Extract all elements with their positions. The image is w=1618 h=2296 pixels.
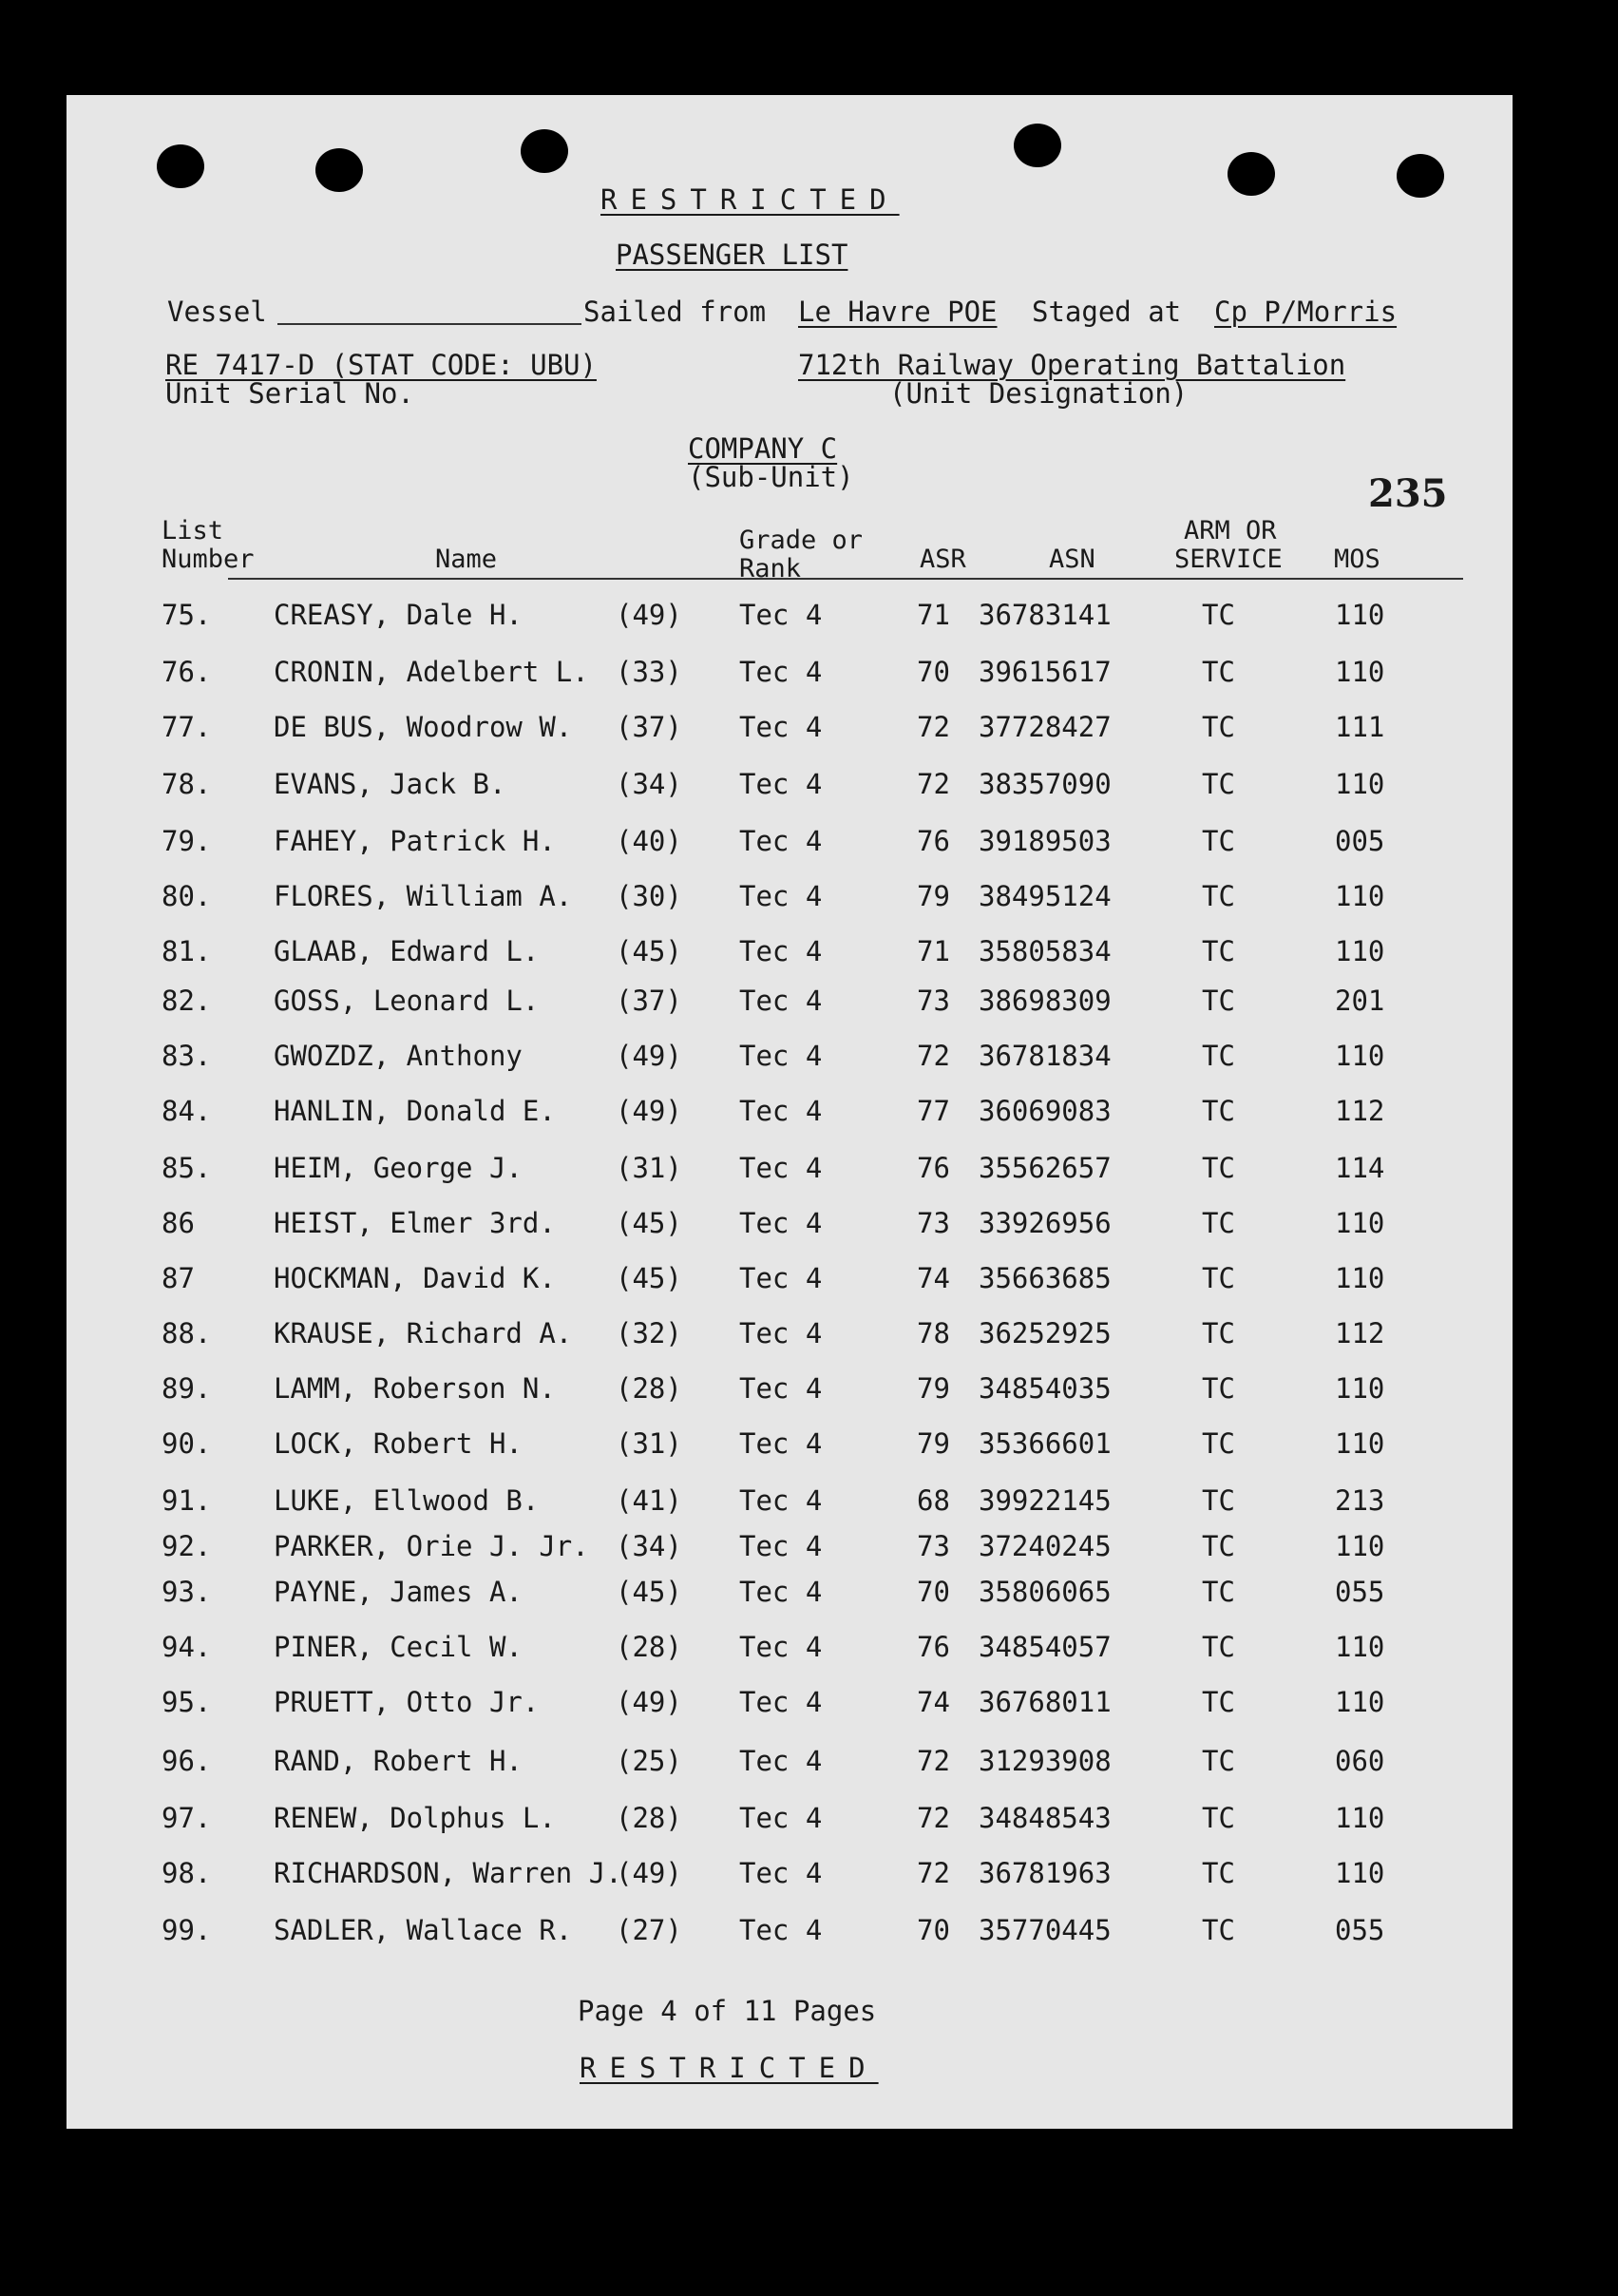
cell-passenger-name: PINER, Cecil W. xyxy=(274,1631,523,1663)
document-title: PASSENGER LIST xyxy=(616,239,848,271)
cell-age: (37) xyxy=(616,711,682,743)
cell-arm-or-service: TC xyxy=(1202,1576,1235,1608)
col-grade: Grade or Rank xyxy=(739,526,864,584)
cell-grade: Tec 4 xyxy=(739,1095,823,1127)
cell-age: (33) xyxy=(616,656,682,688)
cell-passenger-name: RICHARDSON, Warren J. xyxy=(274,1857,622,1889)
cell-grade: Tec 4 xyxy=(739,935,823,967)
cell-grade: Tec 4 xyxy=(739,1207,823,1239)
punch-hole xyxy=(315,148,363,192)
cell-arm-or-service: TC xyxy=(1202,1530,1235,1562)
cell-grade: Tec 4 xyxy=(739,1576,823,1608)
cell-mos: 110 xyxy=(1335,1207,1385,1239)
cell-age: (34) xyxy=(616,1530,682,1562)
cell-asn: 34848543 xyxy=(979,1802,1112,1834)
cell-age: (31) xyxy=(616,1427,682,1460)
cell-asn: 35806065 xyxy=(979,1576,1112,1608)
table-row xyxy=(67,1914,1513,1952)
cell-asn: 34854035 xyxy=(979,1372,1112,1405)
cell-passenger-name: SADLER, Wallace R. xyxy=(274,1914,573,1946)
col-list-number: List Number xyxy=(162,516,255,574)
cell-list-number: 82. xyxy=(162,985,212,1017)
cell-passenger-name: PAYNE, James A. xyxy=(274,1576,523,1608)
page-info: Page 4 of 11 Pages xyxy=(578,1995,877,2027)
cell-passenger-name: LAMM, Roberson N. xyxy=(274,1372,556,1405)
cell-asn: 35562657 xyxy=(979,1152,1112,1184)
cell-list-number: 79. xyxy=(162,825,212,857)
cell-list-number: 87 xyxy=(162,1262,195,1294)
table-row xyxy=(67,1262,1513,1300)
sailed-from-label: Sailed from xyxy=(583,296,767,328)
cell-mos: 005 xyxy=(1335,825,1385,857)
cell-asr: 72 xyxy=(917,1857,950,1889)
cell-arm-or-service: TC xyxy=(1202,825,1235,857)
table-row xyxy=(67,825,1513,863)
cell-asn: 35663685 xyxy=(979,1262,1112,1294)
cell-passenger-name: FAHEY, Patrick H. xyxy=(274,825,556,857)
cell-asr: 74 xyxy=(917,1686,950,1718)
col-asr: ASR xyxy=(920,545,966,574)
classification-footer: RESTRICTED xyxy=(580,2052,879,2084)
cell-list-number: 89. xyxy=(162,1372,212,1405)
cell-asn: 38698309 xyxy=(979,985,1112,1017)
cell-asr: 72 xyxy=(917,1040,950,1072)
cell-list-number: 81. xyxy=(162,935,212,967)
table-row xyxy=(67,1152,1513,1190)
cell-grade: Tec 4 xyxy=(739,1317,823,1349)
table-row xyxy=(67,1802,1513,1840)
table-row xyxy=(67,1631,1513,1669)
cell-asn: 39615617 xyxy=(979,656,1112,688)
cell-asr: 79 xyxy=(917,1372,950,1405)
cell-passenger-name: PRUETT, Otto Jr. xyxy=(274,1686,540,1718)
cell-age: (31) xyxy=(616,1152,682,1184)
cell-asr: 70 xyxy=(917,1576,950,1608)
cell-mos: 110 xyxy=(1335,599,1385,631)
cell-asn: 31293908 xyxy=(979,1745,1112,1777)
cell-mos: 114 xyxy=(1335,1152,1385,1184)
cell-age: (28) xyxy=(616,1631,682,1663)
classification-header: RESTRICTED xyxy=(600,183,900,216)
cell-asn: 36768011 xyxy=(979,1686,1112,1718)
table-row xyxy=(67,1530,1513,1568)
cell-list-number: 90. xyxy=(162,1427,212,1460)
table-row xyxy=(67,1317,1513,1355)
cell-arm-or-service: TC xyxy=(1202,1317,1235,1349)
cell-mos: 110 xyxy=(1335,1631,1385,1663)
cell-arm-or-service: TC xyxy=(1202,1484,1235,1517)
cell-passenger-name: CRONIN, Adelbert L. xyxy=(274,656,589,688)
cell-arm-or-service: TC xyxy=(1202,599,1235,631)
cell-list-number: 97. xyxy=(162,1802,212,1834)
cell-list-number: 99. xyxy=(162,1914,212,1946)
cell-asr: 72 xyxy=(917,1745,950,1777)
cell-grade: Tec 4 xyxy=(739,1040,823,1072)
cell-mos: 110 xyxy=(1335,656,1385,688)
cell-passenger-name: EVANS, Jack B. xyxy=(274,768,506,800)
cell-grade: Tec 4 xyxy=(739,1857,823,1889)
cell-grade: Tec 4 xyxy=(739,1262,823,1294)
cell-mos: 112 xyxy=(1335,1317,1385,1349)
cell-age: (28) xyxy=(616,1372,682,1405)
cell-passenger-name: GLAAB, Edward L. xyxy=(274,935,540,967)
cell-grade: Tec 4 xyxy=(739,768,823,800)
table-row xyxy=(67,711,1513,749)
cell-asr: 73 xyxy=(917,1530,950,1562)
cell-grade: Tec 4 xyxy=(739,1530,823,1562)
table-row xyxy=(67,1484,1513,1522)
cell-list-number: 75. xyxy=(162,599,212,631)
cell-arm-or-service: TC xyxy=(1202,1372,1235,1405)
cell-passenger-name: GWOZDZ, Anthony xyxy=(274,1040,523,1072)
staged-at-value: Cp P/Morris xyxy=(1214,296,1398,328)
cell-asn: 39189503 xyxy=(979,825,1112,857)
cell-arm-or-service: TC xyxy=(1202,1207,1235,1239)
cell-age: (25) xyxy=(616,1745,682,1777)
cell-mos: 110 xyxy=(1335,1372,1385,1405)
cell-list-number: 96. xyxy=(162,1745,212,1777)
cell-mos: 111 xyxy=(1335,711,1385,743)
cell-arm-or-service: TC xyxy=(1202,880,1235,912)
cell-asr: 79 xyxy=(917,880,950,912)
vessel-label: Vessel xyxy=(167,296,267,328)
cell-arm-or-service: TC xyxy=(1202,1914,1235,1946)
cell-mos: 110 xyxy=(1335,1530,1385,1562)
cell-passenger-name: RENEW, Dolphus L. xyxy=(274,1802,556,1834)
cell-arm-or-service: TC xyxy=(1202,768,1235,800)
cell-passenger-name: HANLIN, Donald E. xyxy=(274,1095,556,1127)
cell-passenger-name: LOCK, Robert H. xyxy=(274,1427,523,1460)
table-row xyxy=(67,599,1513,637)
cell-grade: Tec 4 xyxy=(739,1686,823,1718)
cell-list-number: 86 xyxy=(162,1207,195,1239)
cell-mos: 055 xyxy=(1335,1576,1385,1608)
cell-arm-or-service: TC xyxy=(1202,1152,1235,1184)
cell-arm-or-service: TC xyxy=(1202,1427,1235,1460)
cell-mos: 112 xyxy=(1335,1095,1385,1127)
cell-asr: 71 xyxy=(917,599,950,631)
cell-asr: 77 xyxy=(917,1095,950,1127)
cell-list-number: 85. xyxy=(162,1152,212,1184)
cell-asr: 72 xyxy=(917,711,950,743)
cell-mos: 110 xyxy=(1335,880,1385,912)
cell-arm-or-service: TC xyxy=(1202,1262,1235,1294)
cell-arm-or-service: TC xyxy=(1202,1040,1235,1072)
cell-arm-or-service: TC xyxy=(1202,1686,1235,1718)
sailed-from-value: Le Havre POE xyxy=(798,296,998,328)
cell-asn: 33926956 xyxy=(979,1207,1112,1239)
table-row xyxy=(67,1427,1513,1465)
cell-asr: 68 xyxy=(917,1484,950,1517)
unit-designation-label: (Unit Designation) xyxy=(889,377,1189,410)
cell-list-number: 98. xyxy=(162,1857,212,1889)
cell-grade: Tec 4 xyxy=(739,1152,823,1184)
cell-list-number: 94. xyxy=(162,1631,212,1663)
cell-age: (30) xyxy=(616,880,682,912)
cell-grade: Tec 4 xyxy=(739,1745,823,1777)
cell-arm-or-service: TC xyxy=(1202,1095,1235,1127)
vessel-blank xyxy=(277,323,581,325)
cell-arm-or-service: TC xyxy=(1202,711,1235,743)
cell-mos: 110 xyxy=(1335,1857,1385,1889)
cell-mos: 055 xyxy=(1335,1914,1385,1946)
cell-list-number: 92. xyxy=(162,1530,212,1562)
table-row xyxy=(67,1207,1513,1245)
cell-age: (45) xyxy=(616,935,682,967)
cell-grade: Tec 4 xyxy=(739,711,823,743)
cell-mos: 110 xyxy=(1335,1802,1385,1834)
cell-asn: 36252925 xyxy=(979,1317,1112,1349)
unit-designation-value: 712th Railway Operating Battalion xyxy=(798,349,1346,381)
cell-asn: 36781834 xyxy=(979,1040,1112,1072)
cell-asr: 76 xyxy=(917,825,950,857)
cell-mos: 110 xyxy=(1335,1427,1385,1460)
table-row xyxy=(67,1576,1513,1614)
cell-asn: 35770445 xyxy=(979,1914,1112,1946)
cell-list-number: 78. xyxy=(162,768,212,800)
table-row xyxy=(67,880,1513,918)
cell-mos: 110 xyxy=(1335,768,1385,800)
sub-unit-value: COMPANY C xyxy=(688,432,838,465)
table-row xyxy=(67,656,1513,694)
col-mos: MOS xyxy=(1334,545,1380,574)
cell-grade: Tec 4 xyxy=(739,1484,823,1517)
document-page xyxy=(67,95,1513,2129)
cell-grade: Tec 4 xyxy=(739,1631,823,1663)
cell-asr: 78 xyxy=(917,1317,950,1349)
cell-arm-or-service: TC xyxy=(1202,985,1235,1017)
cell-list-number: 88. xyxy=(162,1317,212,1349)
cell-passenger-name: RAND, Robert H. xyxy=(274,1745,523,1777)
cell-grade: Tec 4 xyxy=(739,1427,823,1460)
cell-age: (49) xyxy=(616,1095,682,1127)
cell-list-number: 77. xyxy=(162,711,212,743)
cell-age: (40) xyxy=(616,825,682,857)
cell-asn: 38357090 xyxy=(979,768,1112,800)
cell-asr: 79 xyxy=(917,1427,950,1460)
cell-mos: 110 xyxy=(1335,935,1385,967)
cell-age: (45) xyxy=(616,1207,682,1239)
cell-passenger-name: GOSS, Leonard L. xyxy=(274,985,540,1017)
table-row xyxy=(67,1745,1513,1783)
cell-mos: 110 xyxy=(1335,1262,1385,1294)
cell-asr: 71 xyxy=(917,935,950,967)
cell-age: (49) xyxy=(616,1686,682,1718)
cell-passenger-name: FLORES, William A. xyxy=(274,880,573,912)
cell-asn: 39922145 xyxy=(979,1484,1112,1517)
cell-list-number: 83. xyxy=(162,1040,212,1072)
table-row xyxy=(67,1686,1513,1724)
cell-age: (49) xyxy=(616,1040,682,1072)
cell-asr: 72 xyxy=(917,768,950,800)
cell-arm-or-service: TC xyxy=(1202,1745,1235,1777)
cell-mos: 201 xyxy=(1335,985,1385,1017)
cell-passenger-name: CREASY, Dale H. xyxy=(274,599,523,631)
cell-asn: 35805834 xyxy=(979,935,1112,967)
cell-age: (45) xyxy=(616,1576,682,1608)
table-row xyxy=(67,1372,1513,1410)
sub-unit-label: (Sub-Unit) xyxy=(688,461,854,493)
cell-asr: 73 xyxy=(917,985,950,1017)
cell-arm-or-service: TC xyxy=(1202,656,1235,688)
cell-asn: 37728427 xyxy=(979,711,1112,743)
cell-list-number: 80. xyxy=(162,880,212,912)
cell-list-number: 91. xyxy=(162,1484,212,1517)
punch-hole xyxy=(1014,124,1061,167)
cell-grade: Tec 4 xyxy=(739,1372,823,1405)
cell-asr: 76 xyxy=(917,1152,950,1184)
cell-passenger-name: DE BUS, Woodrow W. xyxy=(274,711,573,743)
cell-grade: Tec 4 xyxy=(739,656,823,688)
cell-asr: 74 xyxy=(917,1262,950,1294)
cell-passenger-name: LUKE, Ellwood B. xyxy=(274,1484,540,1517)
cell-mos: 110 xyxy=(1335,1686,1385,1718)
cell-age: (32) xyxy=(616,1317,682,1349)
col-asn: ASN xyxy=(1049,545,1095,574)
cell-grade: Tec 4 xyxy=(739,1802,823,1834)
col-arm-or-service: ARM OR SERVICE xyxy=(1174,516,1283,574)
cell-list-number: 76. xyxy=(162,656,212,688)
cell-age: (49) xyxy=(616,599,682,631)
cell-age: (28) xyxy=(616,1802,682,1834)
cell-grade: Tec 4 xyxy=(739,985,823,1017)
cell-passenger-name: HEIST, Elmer 3rd. xyxy=(274,1207,556,1239)
cell-asr: 70 xyxy=(917,656,950,688)
cell-list-number: 93. xyxy=(162,1576,212,1608)
cell-grade: Tec 4 xyxy=(739,599,823,631)
cell-passenger-name: PARKER, Orie J. Jr. xyxy=(274,1530,589,1562)
table-row xyxy=(67,985,1513,1023)
cell-passenger-name: HEIM, George J. xyxy=(274,1152,523,1184)
unit-serial-label: Unit Serial No. xyxy=(165,377,414,410)
cell-list-number: 84. xyxy=(162,1095,212,1127)
cell-grade: Tec 4 xyxy=(739,880,823,912)
cell-asn: 38495124 xyxy=(979,880,1112,912)
cell-age: (45) xyxy=(616,1262,682,1294)
table-row xyxy=(67,768,1513,806)
cell-grade: Tec 4 xyxy=(739,825,823,857)
cell-age: (49) xyxy=(616,1857,682,1889)
cell-asn: 36781963 xyxy=(979,1857,1112,1889)
cell-asr: 76 xyxy=(917,1631,950,1663)
cell-asn: 37240245 xyxy=(979,1530,1112,1562)
table-row xyxy=(67,935,1513,973)
cell-age: (37) xyxy=(616,985,682,1017)
table-row xyxy=(67,1095,1513,1133)
cell-asn: 35366601 xyxy=(979,1427,1112,1460)
cell-age: (27) xyxy=(616,1914,682,1946)
cell-asr: 72 xyxy=(917,1802,950,1834)
cell-mos: 060 xyxy=(1335,1745,1385,1777)
cell-mos: 213 xyxy=(1335,1484,1385,1517)
cell-mos: 110 xyxy=(1335,1040,1385,1072)
cell-asn: 34854057 xyxy=(979,1631,1112,1663)
header-rule xyxy=(228,578,1463,580)
cell-list-number: 95. xyxy=(162,1686,212,1718)
punch-hole xyxy=(157,144,204,188)
table-row xyxy=(67,1040,1513,1078)
cell-arm-or-service: TC xyxy=(1202,1631,1235,1663)
punch-hole xyxy=(521,129,568,173)
staged-at-label: Staged at xyxy=(1032,296,1182,328)
cell-grade: Tec 4 xyxy=(739,1914,823,1946)
col-name: Name xyxy=(435,545,498,574)
cell-asn: 36783141 xyxy=(979,599,1112,631)
cell-arm-or-service: TC xyxy=(1202,1802,1235,1834)
punch-hole xyxy=(1397,154,1444,198)
cell-arm-or-service: TC xyxy=(1202,935,1235,967)
table-row xyxy=(67,1857,1513,1895)
cell-arm-or-service: TC xyxy=(1202,1857,1235,1889)
cell-passenger-name: KRAUSE, Richard A. xyxy=(274,1317,573,1349)
page-stamp-number: 235 xyxy=(1368,471,1448,516)
cell-age: (34) xyxy=(616,768,682,800)
cell-asr: 73 xyxy=(917,1207,950,1239)
punch-hole xyxy=(1228,152,1275,196)
cell-passenger-name: HOCKMAN, David K. xyxy=(274,1262,556,1294)
cell-age: (41) xyxy=(616,1484,682,1517)
cell-asr: 70 xyxy=(917,1914,950,1946)
unit-serial-value: RE 7417-D (STAT CODE: UBU) xyxy=(165,349,597,381)
cell-asn: 36069083 xyxy=(979,1095,1112,1127)
